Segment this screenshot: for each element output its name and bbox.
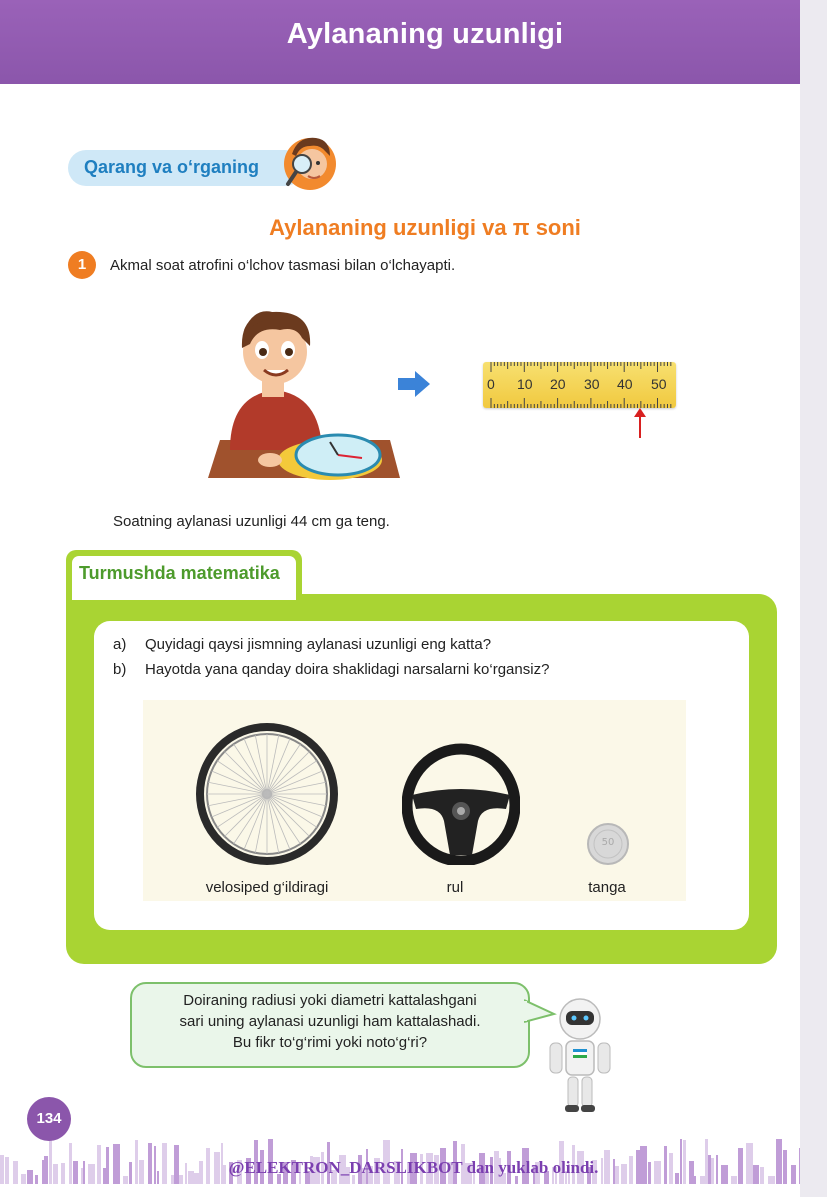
robot-icon (540, 995, 620, 1115)
ruler-ticks (483, 362, 676, 408)
ruler-tick-label: 50 (651, 376, 667, 392)
speech-line: Doiraning radiusi yoki diametri kattalashgani (183, 992, 477, 1009)
ruler-tick-label: 0 (487, 376, 495, 392)
item-label: tanga (588, 879, 626, 896)
speech-text (132, 990, 528, 1053)
download-note: @ELEKTRON_DARSLIKBOT dan yuklab olindi. (228, 1158, 599, 1177)
svg-text:50: 50 (601, 837, 615, 848)
coin-icon (586, 822, 630, 866)
arrow-right-icon (398, 371, 430, 397)
page-edge (800, 0, 827, 1197)
question-text: Hayotda yana qanday doira shaklidagi narsalarni ko‘rgansiz? (145, 661, 550, 678)
measuring-tape (483, 362, 676, 408)
pointer-arrow-icon (630, 408, 650, 440)
question-text: Quyidagi qaysi jismning aylanasi uzunligi eng katta? (145, 636, 492, 653)
ruler-tick-label: 20 (550, 376, 566, 392)
speech-line: Bu fikr to‘g‘rimi yoki noto‘g‘ri? (232, 1034, 428, 1051)
page-number: 134 (36, 1110, 62, 1127)
question-letter: a) (113, 636, 127, 653)
page-title: Aylananing uzunligi (286, 18, 564, 50)
ruler-tick-label: 30 (584, 376, 600, 392)
bicycle-wheel-icon (195, 722, 339, 866)
question-letter: b) (113, 661, 127, 678)
task-text: Akmal soat atrofini o‘lchov tasmasi bilan o‘lchayapti. (110, 257, 456, 274)
section-tab-label: Turmushda matematika (79, 563, 280, 583)
steering-wheel-icon (402, 743, 520, 865)
speech-line: sari uning aylanasi uzunligi ham kattalashadi. (179, 1013, 481, 1030)
ruler-tick-label: 40 (617, 376, 633, 392)
ruler-tick-label: 10 (517, 376, 533, 392)
boy-measuring-clock-illustration (200, 300, 400, 480)
boy-magnifier-icon (280, 130, 338, 192)
task-number-badge: 1 (68, 251, 96, 279)
section-tag-label: Qarang va o‘rganing (84, 157, 260, 177)
item-label: velosiped g‘ildiragi (205, 879, 329, 896)
lesson-title: Aylananing uzunligi va π soni (269, 215, 581, 240)
item-label: rul (446, 879, 464, 896)
result-text: Soatning aylanasi uzunligi 44 cm ga teng. (113, 513, 390, 530)
